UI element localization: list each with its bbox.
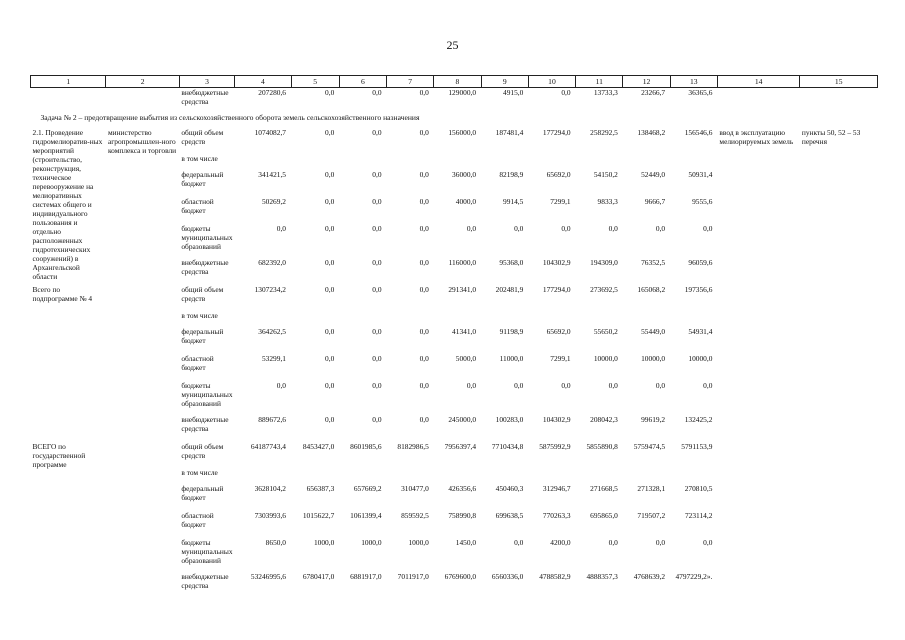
value-cell: 9833,3 xyxy=(597,196,618,206)
value-cell: 0,0 xyxy=(372,414,382,424)
value-cell: 99619,2 xyxy=(641,414,666,424)
value-cell: 341421,5 xyxy=(258,169,286,179)
value-cell: 0,0 xyxy=(608,537,618,547)
value-cell xyxy=(576,311,623,327)
value-cell: 0,0 xyxy=(372,380,382,390)
value-cell: 7956397,4 xyxy=(444,441,477,451)
value-cell: 1074082,7 xyxy=(254,127,286,137)
value-cell: 23266,7 xyxy=(641,88,666,97)
value-cell: 6881917,0 xyxy=(350,571,382,581)
value-cell: 177294,0 xyxy=(542,284,571,294)
value-cell xyxy=(387,311,434,327)
column-header-6: 6 xyxy=(339,76,386,88)
value-cell: 723114,2 xyxy=(684,510,713,520)
value-cell: 699638,5 xyxy=(495,510,524,520)
value-cell: 4000,0 xyxy=(455,196,477,206)
row-group-title: 2.1. Проведение гидромелиоратив-ных мероприятий (строительство, реконструкция, техническое перевооружение на мелиоративных системах общего и индивидуального пользования и отдельно расположенных гидротехнических сооружений) в Архангельской области xyxy=(32,127,103,282)
table-row xyxy=(31,88,878,108)
column-header-14: 14 xyxy=(717,76,799,88)
value-cell: 0,0 xyxy=(372,284,382,294)
funding-source-label: в том числе xyxy=(181,467,218,477)
value-cell xyxy=(339,468,386,484)
row-group-title: ВСЕГО по государственной программе xyxy=(32,441,86,469)
value-cell: 0,0 xyxy=(703,537,713,547)
funding-source-label: внебюджетные средства xyxy=(181,257,229,276)
value-cell: 0,0 xyxy=(372,127,382,137)
value-cell: 1000,0 xyxy=(313,537,335,547)
value-cell: 0,0 xyxy=(419,380,429,390)
value-cell xyxy=(387,468,434,484)
value-cell: 719507,2 xyxy=(637,510,666,520)
value-cell: 291341,0 xyxy=(448,284,477,294)
value-cell: 13733,3 xyxy=(593,88,618,97)
row-label: внебюджетные средства xyxy=(181,88,229,107)
value-cell: 1000,0 xyxy=(408,537,429,547)
value-cell: 9666,7 xyxy=(644,196,666,206)
column-header-8: 8 xyxy=(434,76,481,88)
value-cell: 4768639,2 xyxy=(633,571,666,581)
value-cell: 0,0 xyxy=(703,223,713,233)
result-indicator: ввод в эксплуатацию мелиорируемых земель xyxy=(719,127,794,146)
value-cell: 245000,0 xyxy=(448,414,477,424)
column-header-9: 9 xyxy=(481,76,528,88)
value-cell: 10000,0 xyxy=(688,353,713,363)
value-cell: 129000,0 xyxy=(448,88,477,97)
value-cell: 0,0 xyxy=(514,223,524,233)
value-cell: 0,0 xyxy=(325,88,335,97)
value-cell xyxy=(670,154,717,170)
value-cell: 0,0 xyxy=(561,380,571,390)
value-cell: 0,0 xyxy=(372,196,382,206)
value-cell: 36000,0 xyxy=(452,169,477,179)
funding-source-label: внебюджетные средства xyxy=(181,571,229,590)
value-cell: 0,0 xyxy=(514,380,524,390)
value-cell: 5875992,9 xyxy=(539,441,571,451)
value-cell: 364262,5 xyxy=(258,326,286,336)
value-cell xyxy=(623,468,670,484)
funding-source-label: в том числе xyxy=(181,310,218,320)
value-cell xyxy=(235,311,291,327)
value-cell xyxy=(481,154,528,170)
value-cell: 53299,1 xyxy=(261,353,286,363)
value-cell: 0,0 xyxy=(276,380,286,390)
value-cell: 0,0 xyxy=(419,88,429,97)
value-cell: 0,0 xyxy=(372,223,382,233)
funding-source-label: внебюджетные средства xyxy=(181,414,229,433)
cell-empty xyxy=(717,88,799,108)
value-cell: 132425,2 xyxy=(684,414,713,424)
value-cell: 53246995,6 xyxy=(250,571,286,581)
value-cell: 271328,1 xyxy=(637,483,666,493)
value-cell: 0,0 xyxy=(514,537,524,547)
value-cell: 5855890,8 xyxy=(586,441,618,451)
value-cell: 9555,6 xyxy=(692,196,713,206)
value-cell: 0,0 xyxy=(655,223,666,233)
value-cell: 8601985,6 xyxy=(350,441,382,451)
value-cell: 52449,0 xyxy=(641,169,666,179)
value-cell: 0,0 xyxy=(419,196,429,206)
value-cell: 1450,0 xyxy=(455,537,477,547)
value-cell: 770263,3 xyxy=(542,510,571,520)
value-cell xyxy=(528,154,575,170)
column-header-7: 7 xyxy=(387,76,434,88)
value-cell: 7710434,8 xyxy=(491,441,524,451)
value-cell xyxy=(235,468,291,484)
value-cell: 54150,2 xyxy=(593,169,618,179)
value-cell xyxy=(339,154,386,170)
value-cell: 5000,0 xyxy=(455,353,477,363)
column-header-11: 11 xyxy=(576,76,623,88)
value-cell: 450460,3 xyxy=(495,483,524,493)
value-cell: 312946,7 xyxy=(542,483,571,493)
value-cell xyxy=(528,311,575,327)
value-cell xyxy=(623,311,670,327)
value-cell: 0,0 xyxy=(325,127,335,137)
value-cell: 0,0 xyxy=(608,380,618,390)
value-cell: 273692,5 xyxy=(590,284,618,294)
value-cell: 426356,6 xyxy=(448,483,477,493)
value-cell: 0,0 xyxy=(561,88,571,97)
value-cell: 54931,4 xyxy=(688,326,713,336)
value-cell: 6560336,0 xyxy=(491,571,524,581)
column-header-2: 2 xyxy=(106,76,179,88)
column-header-10: 10 xyxy=(528,76,575,88)
value-cell xyxy=(670,468,717,484)
value-cell: 0,0 xyxy=(655,380,666,390)
value-cell: 0,0 xyxy=(466,380,477,390)
value-cell: 156000,0 xyxy=(448,127,477,137)
value-cell xyxy=(339,311,386,327)
table-row xyxy=(31,442,878,468)
value-cell: 0,0 xyxy=(325,257,335,267)
value-cell: 76352,5 xyxy=(641,257,666,267)
value-cell: 0,0 xyxy=(419,257,429,267)
value-cell: 104302,9 xyxy=(542,414,571,424)
value-cell: 165068,2 xyxy=(637,284,666,294)
value-cell: 0,0 xyxy=(608,223,618,233)
value-cell: 0,0 xyxy=(703,380,713,390)
list-reference xyxy=(800,285,878,442)
value-cell: 55650,2 xyxy=(593,326,618,336)
value-cell: 156546,6 xyxy=(684,127,713,137)
value-cell xyxy=(481,468,528,484)
value-cell: 5759474,5 xyxy=(633,441,666,451)
value-cell: 208042,3 xyxy=(590,414,618,424)
responsible-executor: министерство агропромышлен-ного комплекса и торговли xyxy=(107,127,177,155)
column-header-15: 15 xyxy=(800,76,878,88)
column-header-3: 3 xyxy=(179,76,234,88)
funding-source-label: общий объем средств xyxy=(181,127,224,146)
value-cell: 3628104,2 xyxy=(254,483,286,493)
value-cell: 0,0 xyxy=(419,353,429,363)
value-cell: 82198,9 xyxy=(499,169,524,179)
value-cell: 0,0 xyxy=(325,414,335,424)
task-title: Задача № 2 – предотвращение выбытия из сельскохозяйственного оборота земель сельскохозяйственного назначения xyxy=(40,112,420,122)
value-cell: 138468,2 xyxy=(637,127,666,137)
value-cell: 656387,3 xyxy=(306,483,335,493)
value-cell: 270810,5 xyxy=(684,483,713,493)
value-cell: 8453427,0 xyxy=(302,441,335,451)
value-cell: 0,0 xyxy=(372,257,382,267)
value-cell: 96059,6 xyxy=(688,257,713,267)
value-cell: 4888357,3 xyxy=(586,571,618,581)
value-cell: 0,0 xyxy=(466,223,477,233)
value-cell: 0,0 xyxy=(325,284,335,294)
list-reference: пункты 50, 52 – 53 перечня xyxy=(801,127,861,146)
funding-source-label: в том числе xyxy=(181,153,218,163)
value-cell xyxy=(576,468,623,484)
value-cell: 0,0 xyxy=(372,169,382,179)
value-cell: 0,0 xyxy=(372,326,382,336)
cell-empty xyxy=(800,88,878,108)
value-cell: 4788582,9 xyxy=(539,571,571,581)
header-row xyxy=(31,76,878,88)
value-cell: 682392,0 xyxy=(258,257,286,267)
value-cell: 0,0 xyxy=(419,127,429,137)
value-cell xyxy=(291,154,339,170)
value-cell xyxy=(623,154,670,170)
value-cell: 258292,5 xyxy=(590,127,618,137)
value-cell xyxy=(434,154,481,170)
value-cell: 7303993,6 xyxy=(254,510,286,520)
value-cell: 202481,9 xyxy=(495,284,524,294)
value-cell: 41341,0 xyxy=(452,326,477,336)
result-indicator xyxy=(717,285,799,442)
value-cell: 10000,0 xyxy=(641,353,666,363)
budget-table xyxy=(30,75,878,599)
value-cell: 4797229,2». xyxy=(675,571,713,581)
list-reference xyxy=(800,442,878,599)
value-cell: 177294,0 xyxy=(542,127,571,137)
value-cell: 11000,0 xyxy=(499,353,524,363)
value-cell: 194309,0 xyxy=(590,257,618,267)
value-cell: 0,0 xyxy=(419,223,429,233)
column-header-1: 1 xyxy=(31,76,106,88)
value-cell: 0,0 xyxy=(325,326,335,336)
value-cell: 0,0 xyxy=(325,196,335,206)
value-cell: 197356,6 xyxy=(684,284,713,294)
cell-empty xyxy=(106,88,179,108)
value-cell: 4200,0 xyxy=(550,537,571,547)
funding-source-label: областной бюджет xyxy=(181,353,214,372)
value-cell: 0,0 xyxy=(419,169,429,179)
value-cell: 271668,5 xyxy=(590,483,618,493)
cell-empty xyxy=(31,88,106,108)
funding-source-label: федеральный бюджет xyxy=(181,169,224,188)
funding-source-label: бюджеты муниципальных образований xyxy=(181,380,233,408)
value-cell: 0,0 xyxy=(419,414,429,424)
value-cell: 0,0 xyxy=(325,223,335,233)
column-header-12: 12 xyxy=(623,76,670,88)
table-row xyxy=(31,285,878,311)
value-cell: 0,0 xyxy=(561,223,571,233)
value-cell: 187481,4 xyxy=(495,127,524,137)
value-cell: 9914,5 xyxy=(503,196,524,206)
value-cell xyxy=(528,468,575,484)
value-cell: 0,0 xyxy=(325,169,335,179)
value-cell xyxy=(387,154,434,170)
value-cell: 1061399,4 xyxy=(350,510,382,520)
value-cell: 5791153,9 xyxy=(681,441,713,451)
value-cell: 1015622,7 xyxy=(302,510,335,520)
value-cell: 7011917,0 xyxy=(397,571,429,581)
task-row xyxy=(31,108,878,128)
column-header-13: 13 xyxy=(670,76,717,88)
value-cell xyxy=(235,154,291,170)
value-cell xyxy=(481,311,528,327)
value-cell: 0,0 xyxy=(325,353,335,363)
value-cell: 4915,0 xyxy=(503,88,524,97)
value-cell: 1307234,2 xyxy=(254,284,286,294)
row-group-title: Всего по подпрограмме № 4 xyxy=(32,284,93,303)
value-cell: 310477,0 xyxy=(401,483,429,493)
column-header-4: 4 xyxy=(235,76,291,88)
value-cell: 1000,0 xyxy=(361,537,382,547)
value-cell: 65692,0 xyxy=(546,169,571,179)
value-cell: 36365,6 xyxy=(688,88,713,97)
value-cell: 6769600,0 xyxy=(444,571,477,581)
value-cell: 0,0 xyxy=(276,223,286,233)
funding-source-label: федеральный бюджет xyxy=(181,326,224,345)
responsible-executor xyxy=(106,442,179,599)
value-cell: 207280,6 xyxy=(258,88,286,97)
value-cell xyxy=(291,311,339,327)
value-cell: 758990,8 xyxy=(448,510,477,520)
value-cell: 100283,0 xyxy=(495,414,524,424)
column-header-5: 5 xyxy=(291,76,339,88)
value-cell: 8650,0 xyxy=(265,537,286,547)
value-cell xyxy=(670,311,717,327)
value-cell: 859592,5 xyxy=(401,510,429,520)
funding-source-label: бюджеты муниципальных образований xyxy=(181,223,233,251)
value-cell: 104302,9 xyxy=(542,257,571,267)
value-cell: 50931,4 xyxy=(688,169,713,179)
value-cell: 6780417,0 xyxy=(302,571,335,581)
value-cell: 8182986,5 xyxy=(397,441,429,451)
funding-source-label: областной бюджет xyxy=(181,196,214,215)
funding-source-label: общий объем средств xyxy=(181,284,224,303)
responsible-executor xyxy=(106,285,179,442)
value-cell: 7299,1 xyxy=(550,353,571,363)
value-cell xyxy=(434,468,481,484)
value-cell: 10000,0 xyxy=(593,353,618,363)
value-cell: 0,0 xyxy=(372,88,382,97)
value-cell: 889672,6 xyxy=(258,414,286,424)
page-number: 25 xyxy=(446,38,459,52)
value-cell: 65692,0 xyxy=(546,326,571,336)
result-indicator xyxy=(717,442,799,599)
value-cell: 91198,9 xyxy=(499,326,524,336)
value-cell: 116000,0 xyxy=(448,257,477,267)
value-cell: 95368,0 xyxy=(499,257,524,267)
value-cell: 0,0 xyxy=(325,380,335,390)
value-cell: 55449,0 xyxy=(641,326,666,336)
funding-source-label: областной бюджет xyxy=(181,510,214,529)
funding-source-label: бюджеты муниципальных образований xyxy=(181,537,233,565)
value-cell: 0,0 xyxy=(372,353,382,363)
value-cell: 7299,1 xyxy=(550,196,571,206)
value-cell xyxy=(291,468,339,484)
funding-source-label: федеральный бюджет xyxy=(181,483,224,502)
table-row xyxy=(31,128,878,154)
value-cell: 0,0 xyxy=(419,284,429,294)
value-cell: 0,0 xyxy=(655,537,666,547)
value-cell: 657669,2 xyxy=(353,483,382,493)
value-cell xyxy=(434,311,481,327)
value-cell: 0,0 xyxy=(419,326,429,336)
funding-source-label: общий объем средств xyxy=(181,441,224,460)
value-cell: 64187743,4 xyxy=(250,441,286,451)
value-cell xyxy=(576,154,623,170)
value-cell: 50269,2 xyxy=(261,196,286,206)
value-cell: 695865,0 xyxy=(590,510,618,520)
